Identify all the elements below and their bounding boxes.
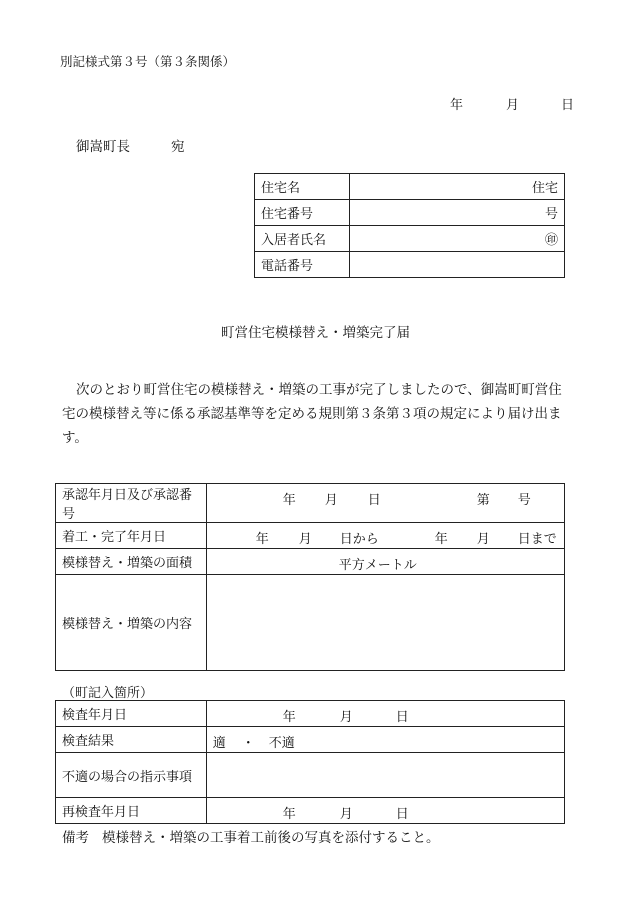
date-month: 月 — [506, 98, 520, 113]
approval-label: 承認年月日及び承認番号 — [56, 484, 207, 523]
approval-field[interactable] — [206, 484, 564, 523]
reinspect-year: 年 — [282, 807, 296, 822]
approval-go: 号 — [517, 493, 531, 508]
body-text — [62, 378, 568, 450]
inspect-year: 年 — [282, 710, 296, 725]
office-table — [55, 700, 565, 824]
reinspect-label: 再検査年月日 — [56, 798, 207, 824]
approval-day: 日 — [367, 493, 381, 508]
period-label: 着工・完了年月日 — [56, 523, 207, 549]
remarks-label: 備考 — [62, 830, 89, 846]
result-separator: ・ — [241, 736, 255, 751]
area-label: 模様替え・増築の面積 — [56, 549, 207, 575]
result-row — [56, 727, 565, 753]
seal-icon: ㊞ — [544, 233, 558, 248]
content-row — [56, 575, 565, 671]
instruction-label: 不適の場合の指示事項 — [56, 753, 207, 798]
approval-year: 年 — [282, 493, 296, 508]
phone-label: 電話番号 — [255, 252, 350, 278]
inspect-date-label: 検査年月日 — [56, 701, 207, 727]
house-number-suffix: 号 — [544, 207, 558, 222]
document-title: 町営住宅模様替え・増築完了届 — [221, 325, 410, 341]
area-row — [56, 549, 565, 575]
approval-no: 第 — [476, 493, 490, 508]
house-number-label: 住宅番号 — [255, 200, 350, 226]
inspect-month: 月 — [339, 710, 353, 725]
start-year: 年 — [255, 532, 269, 547]
phone-field[interactable] — [349, 252, 564, 278]
addressee-name: 御嵩町長 — [76, 139, 130, 155]
applicant-row-phone — [255, 252, 565, 278]
resident-name-label: 入居者氏名 — [255, 226, 350, 252]
remarks-text: 模様替え・増築の工事着工前後の写真を添付すること。 — [102, 830, 440, 846]
result-field[interactable] — [206, 727, 564, 753]
instruction-field[interactable] — [206, 753, 564, 798]
date-day: 日 — [561, 98, 575, 113]
period-field[interactable] — [206, 523, 564, 549]
end-day: 日まで — [517, 532, 557, 547]
result-ng[interactable]: 不適 — [268, 736, 295, 751]
end-month: 月 — [476, 532, 490, 547]
area-unit: 平方メートル — [338, 558, 417, 573]
house-name-suffix: 住宅 — [531, 181, 558, 196]
body-paragraph: 次のとおり町営住宅の模様替え・増築の工事が完了しましたので、御嵩町町営住宅の模様替え等に係る承認基準等を定める規則第３条第３項の規定により届け出ます。 — [62, 382, 562, 446]
inspect-date-field[interactable] — [206, 701, 564, 727]
instruction-row — [56, 753, 565, 798]
result-ok[interactable]: 適 — [212, 736, 226, 751]
applicant-row-number — [255, 200, 565, 226]
reinspect-field[interactable] — [206, 798, 564, 824]
inspect-day: 日 — [395, 710, 409, 725]
end-year: 年 — [434, 532, 448, 547]
house-name-field[interactable] — [349, 174, 564, 200]
start-month: 月 — [298, 532, 312, 547]
start-day: 日から — [339, 532, 379, 547]
approval-month: 月 — [324, 493, 338, 508]
reinspect-month: 月 — [339, 807, 353, 822]
house-name-label: 住宅名 — [255, 174, 350, 200]
content-field[interactable] — [206, 575, 564, 671]
content-label: 模様替え・増築の内容 — [56, 575, 207, 671]
reinspect-row — [56, 798, 565, 824]
period-row — [56, 523, 565, 549]
addressee-suffix: 宛 — [171, 139, 185, 155]
applicant-row-resident — [255, 226, 565, 252]
house-number-field[interactable] — [349, 200, 564, 226]
resident-name-field[interactable] — [349, 226, 564, 252]
reinspect-day: 日 — [395, 807, 409, 822]
inspect-date-row — [56, 701, 565, 727]
applicant-table — [254, 173, 565, 278]
main-table — [55, 483, 565, 671]
area-field[interactable] — [206, 549, 564, 575]
approval-row — [56, 484, 565, 523]
applicant-row-house — [255, 174, 565, 200]
form-number: 別記様式第３号（第３条関係） — [60, 54, 236, 69]
result-label: 検査結果 — [56, 727, 207, 753]
office-note: （町記入箇所） — [62, 686, 154, 701]
date-year: 年 — [450, 98, 464, 113]
